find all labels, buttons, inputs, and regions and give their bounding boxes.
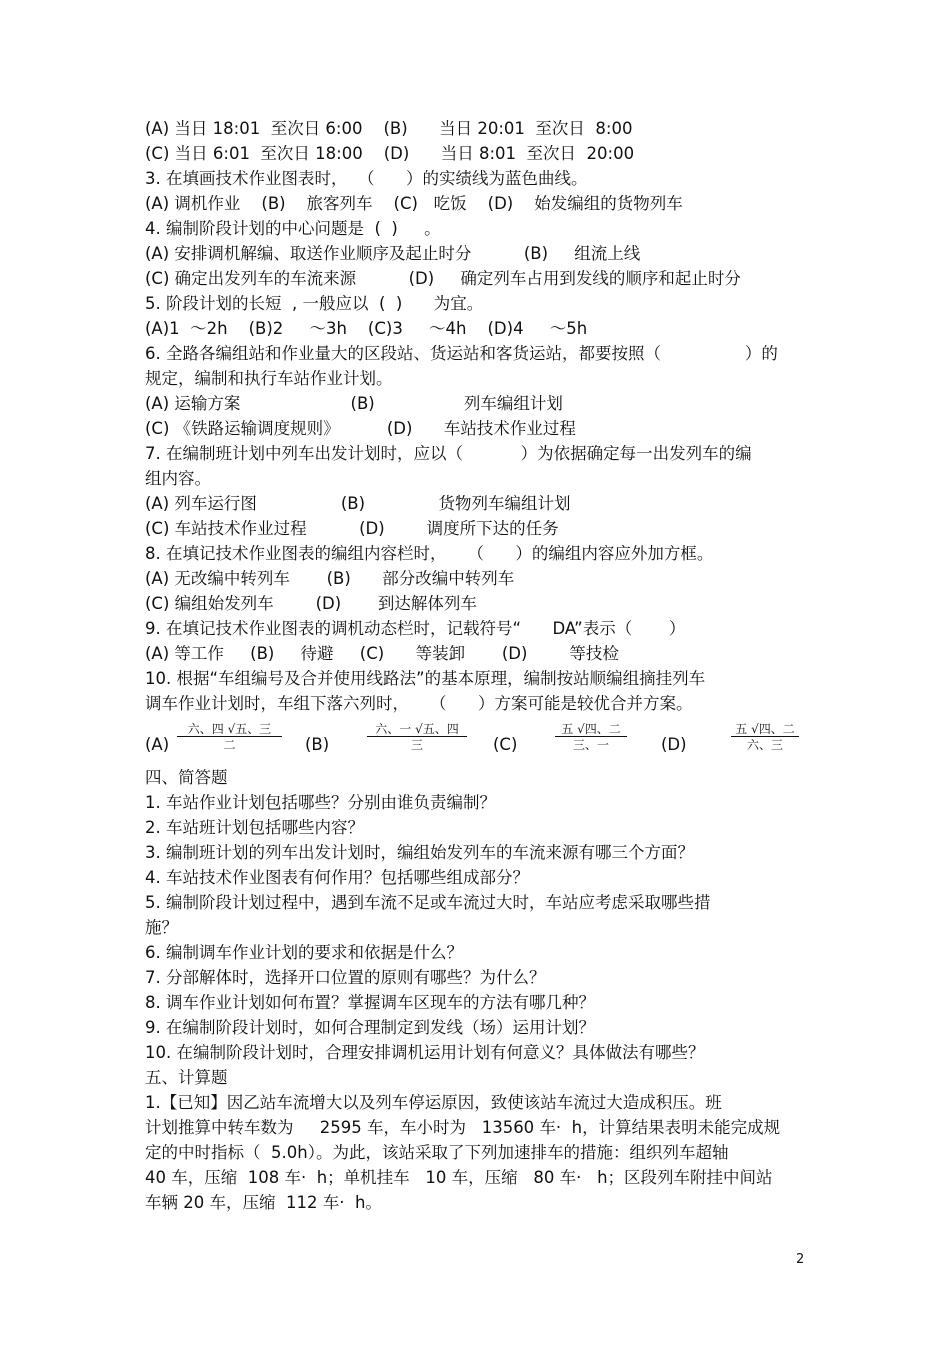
q10-option-a-label: (A): [145, 735, 170, 754]
text-line: 2. 车站班计划包括哪些内容？: [145, 818, 364, 837]
text-line: 规定，编制和执行车站作业计划。: [145, 369, 393, 388]
text-line: 8. 在填记技术作业图表的编组内容栏时， （ ）的编组内容应外加方框。: [145, 544, 714, 563]
text-line: 4. 编制阶段计划的中心问题是 ( ) 。: [145, 219, 441, 238]
text-line: 计划推算中转车数为 2595 车，车小时为 13560 车· h，计算结果表明未能完成规: [145, 1118, 781, 1137]
text-line: (A) 调机作业 (B) 旅客列车 (C) 吃饭 (D) 始发编组的货物列车: [145, 194, 683, 213]
q10-option-a-numerator: 六、四 √五、三: [177, 722, 282, 737]
q10-option-b-fraction: [367, 722, 467, 753]
text-line: (A) 无改编中转列车 (B) 部分改编中转列车: [145, 569, 515, 588]
q10-option-d-denominator: 六、三: [746, 738, 783, 752]
text-line: 定的中时指标（ 5.0h）。为此，该站采取了下列加速排车的措施：组织列车超轴: [145, 1143, 729, 1162]
q10-option-d-numerator: 五 √四、二: [731, 722, 799, 737]
text-line: (A) 当日 18:01 至次日 6:00 (B) 当日 20:01 至次日 8:00: [145, 119, 633, 138]
text-line: (C) 当日 6:01 至次日 18:00 (D) 当日 8:01 至次日 20:00: [145, 144, 635, 163]
text-line: (C) 车站技术作业过程 (D) 调度所下达的任务: [145, 519, 559, 538]
text-line: 1.【已知】因乙站车流增大以及列车停运原因，致使该站车流过大造成积压。班: [145, 1093, 722, 1112]
text-line: 车辆 20 车，压缩 112 车· h。: [145, 1193, 382, 1212]
text-line: (A) 列车运行图 (B) 货物列车编组计划: [145, 494, 571, 513]
q10-option-c-fraction: [555, 722, 627, 753]
text-line: 40 车，压缩 108 车· h；单机挂车 10 车，压缩 80 车· h；区段列车附挂中间站: [145, 1168, 773, 1187]
text-line: 7. 分部解体时，选择开口位置的原则有哪些？为什么？: [145, 968, 546, 987]
q10-option-b-numerator: 六、一 √五、四: [367, 722, 467, 737]
text-line: 9. 在填记技术作业图表的调机动态栏时，记载符号“ DA”表示（ ）: [145, 619, 686, 638]
text-line: 9. 在编制阶段计划时，如何合理制定到发线（场）运用计划？: [145, 1018, 595, 1037]
q10-option-d-label: (D): [661, 735, 687, 754]
text-line: 施？: [145, 918, 178, 937]
q10-options-row: [145, 722, 805, 758]
text-line: (A) 安排调机解编、取送作业顺序及起止时分 (B) 组流上线: [145, 244, 641, 263]
q10-option-a-denominator: 二: [223, 738, 236, 752]
q10-option-d-fraction: [731, 722, 799, 753]
text-line: 四、简答题: [145, 768, 228, 787]
text-line: (A) 等工作 (B) 待避 (C) 等装卸 (D) 等技检: [145, 644, 619, 663]
text-line: 7. 在编制班计划中列车出发计划时，应以（ ）为依据确定每一出发列车的编: [145, 444, 752, 463]
text-line: 8. 调车作业计划如何布置？掌握调车区现车的方法有哪几种？: [145, 993, 595, 1012]
text-line: 10. 根据“车组编号及合并使用线路法”的基本原理，编制按站顺编组摘挂列车: [145, 669, 706, 688]
text-line: 组内容。: [145, 469, 211, 488]
text-line: (A)1 ～2h (B)2 ～3h (C)3 ～4h (D)4 ～5h: [145, 319, 588, 338]
q10-option-c-label: (C): [493, 735, 518, 754]
text-line: (A) 运输方案 (B) 列车编组计划: [145, 394, 563, 413]
q10-option-b-denominator: 三: [410, 738, 423, 752]
text-line: 5. 阶段计划的长短 , 一般应以 ( ) 为宜。: [145, 294, 484, 313]
text-line: (C) 《铁路运输调度规则》 (D) 车站技术作业过程: [145, 419, 576, 438]
text-line: 6. 全路各编组站和作业量大的区段站、货运站和客货运站，都要按照（ ）的: [145, 344, 778, 363]
text-line: 10. 在编制阶段计划时，合理安排调机运用计划有何意义？具体做法有哪些？: [145, 1043, 705, 1062]
q10-option-c-numerator: 五 √四、二: [555, 722, 627, 737]
text-line: 调车作业计划时，车组下落六列时， （ ）方案可能是较优合并方案。: [145, 694, 693, 713]
text-line: 5. 编制阶段计划过程中，遇到车流不足或车流过大时，车站应考虑采取哪些措: [145, 893, 711, 912]
text-line: 6. 编制调车作业计划的要求和依据是什么？: [145, 943, 463, 962]
text-line: 1. 车站作业计划包括哪些？分别由谁负责编制？: [145, 793, 496, 812]
text-line: 3. 在填画技术作业图表时， （ ）的实绩线为蓝色曲线。: [145, 169, 588, 188]
q10-option-c-denominator: 三、一: [572, 738, 609, 752]
text-line: 3. 编制班计划的列车出发计划时，编组始发列车的车流来源有哪三个方面？: [145, 843, 694, 862]
q10-option-b-label: (B): [305, 735, 330, 754]
text-line: 五、计算题: [145, 1068, 228, 1087]
text-line: 4. 车站技术作业图表有何作用？包括哪些组成部分？: [145, 868, 529, 887]
page-number: 2: [796, 1252, 805, 1267]
text-line: (C) 编组始发列车 (D) 到达解体列车: [145, 594, 477, 613]
text-line: (C) 确定出发列车的车流来源 (D) 确定列车占用到发线的顺序和起止时分: [145, 269, 741, 288]
q10-option-a-fraction: [177, 722, 282, 753]
